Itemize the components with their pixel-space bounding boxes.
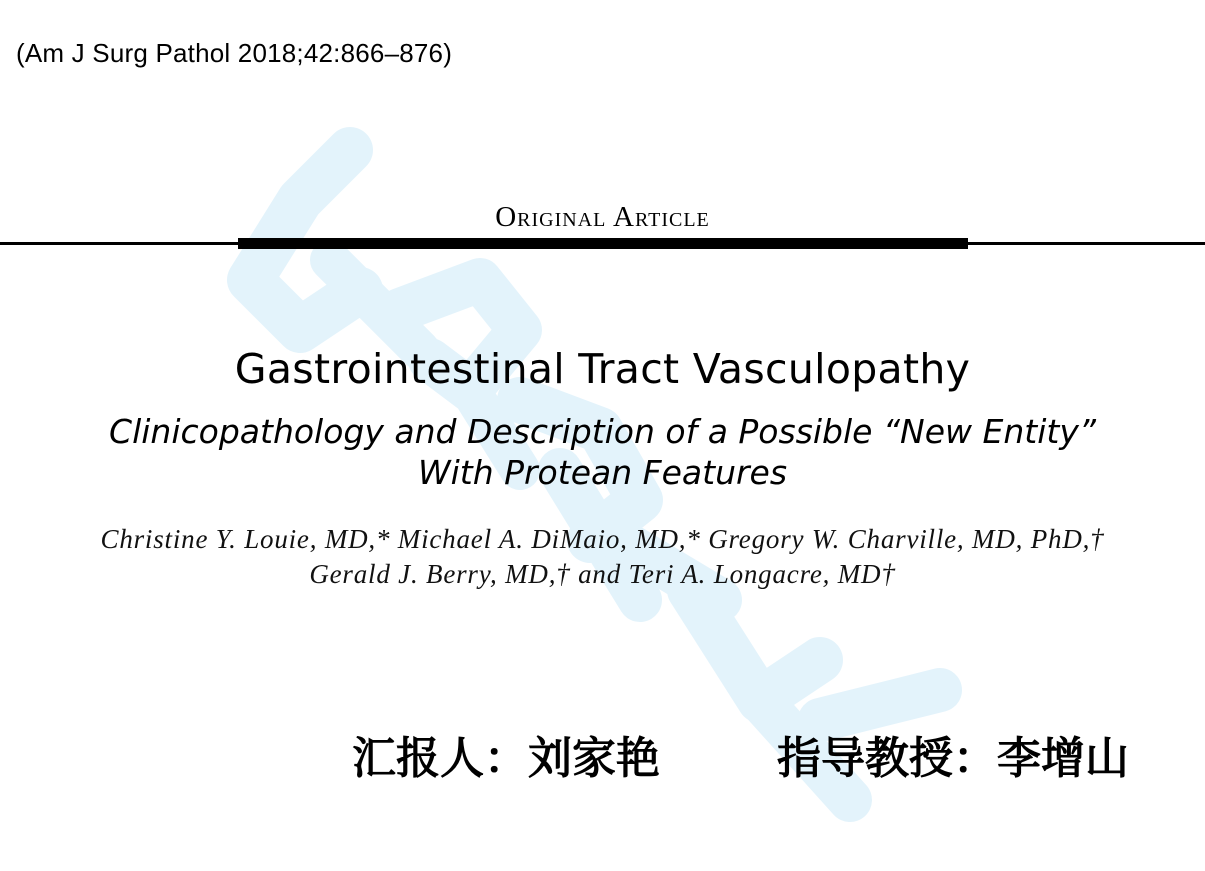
presenter: 汇报人：刘家艳 bbox=[352, 733, 660, 784]
authors-line-2: Gerald J. Berry, MD,† and Teri A. Longacre, MD† bbox=[309, 559, 896, 589]
authors-line-1: Christine Y. Louie, MD,* Michael A. DiMaio, MD,* Gregory W. Charville, MD, PhD,† bbox=[100, 524, 1105, 554]
journal-citation: (Am J Surg Pathol 2018;42:866–876) bbox=[16, 38, 453, 68]
section-label: Original Article bbox=[495, 201, 710, 233]
article-subtitle-line-1: Clinicopathology and Description of a Possible “New Entity” bbox=[109, 412, 1096, 451]
header-rule-thick bbox=[238, 238, 968, 249]
article-subtitle-line-2: With Protean Features bbox=[417, 453, 788, 492]
article-title: Gastrointestinal Tract Vasculopathy bbox=[234, 345, 971, 393]
advisor: 指导教授：李增山 bbox=[777, 733, 1129, 784]
